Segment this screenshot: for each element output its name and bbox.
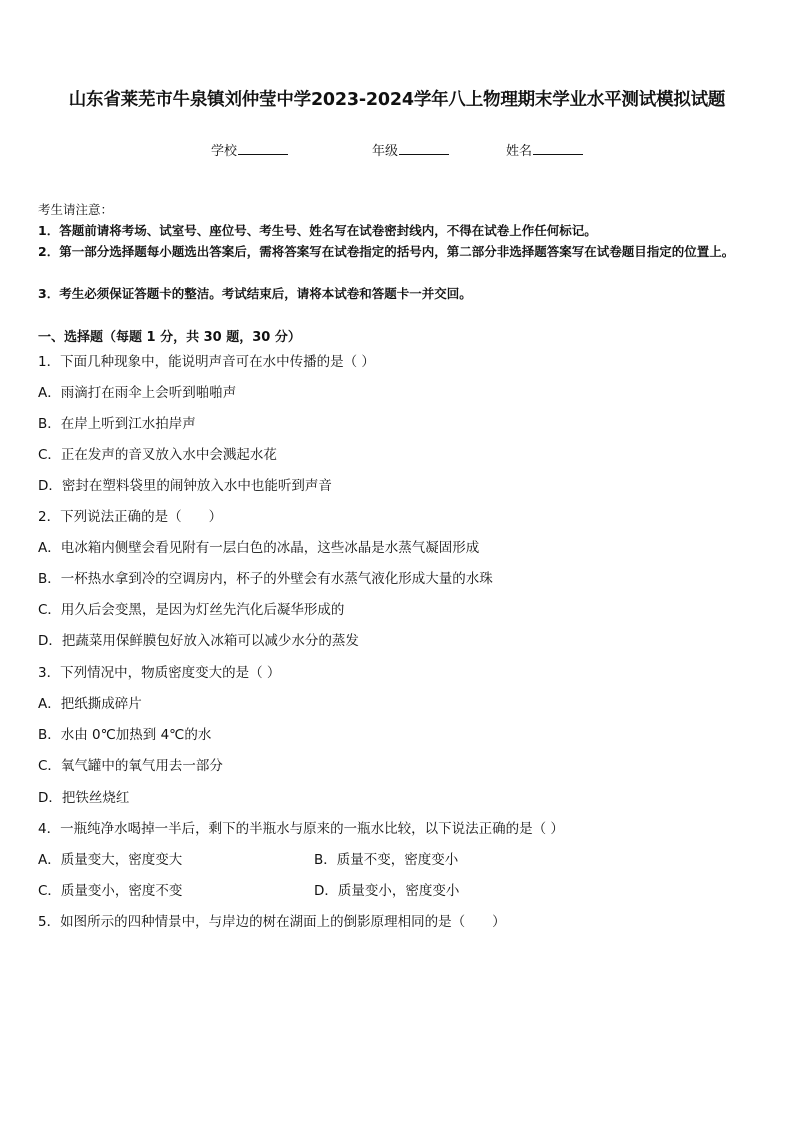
option-d: D．把蔬菜用保鲜膜包好放入冰箱可以减少水分的蒸发 xyxy=(38,633,359,649)
option-b: B．质量不变，密度变小 xyxy=(314,852,459,868)
name-field xyxy=(506,140,583,159)
notice-item-2: 2．第一部分选择题每小题选出答案后，需将答案写在试卷指定的括号内，第二部分非选择题答案写在试卷题目指定的位置上。 xyxy=(38,244,735,259)
option-a: A．雨滴打在雨伞上会听到啪啪声 xyxy=(38,385,237,401)
question-stem: 4．一瓶纯净水喝掉一半后，剩下的半瓶水与原来的一瓶水比较，以下说法正确的是（ ） xyxy=(38,821,564,837)
notice-item-3: 3．考生必须保证答题卡的整洁。考试结束后，请将本试卷和答题卡一并交回。 xyxy=(38,286,472,301)
question-stem: 5．如图所示的四种情景中，与岸边的树在湖面上的倒影原理相同的是（ ） xyxy=(38,914,506,930)
grade-field xyxy=(372,140,449,159)
option-d: D．把铁丝烧红 xyxy=(38,790,130,806)
option-c: C．正在发声的音叉放入水中会溅起水花 xyxy=(38,447,277,463)
notice-item-1: 1．答题前请将考场、试室号、座位号、考生号、姓名写在试卷密封线内，不得在试卷上作任何标记。 xyxy=(38,223,597,238)
name-blank xyxy=(533,142,583,155)
grade-blank xyxy=(399,142,449,155)
question-stem: 3．下列情况中，物质密度变大的是（ ） xyxy=(38,665,281,681)
option-c: C．质量变小，密度不变 xyxy=(38,883,183,899)
option-a: A．把纸撕成碎片 xyxy=(38,696,142,712)
school-label: 学校 xyxy=(211,144,238,159)
option-a: A．电冰箱内侧壁会看见附有一层白色的冰晶，这些冰晶是水蒸气凝固形成 xyxy=(38,540,480,556)
option-b: B．一杯热水拿到冷的空调房内，杯子的外壁会有水蒸气液化形成大量的水珠 xyxy=(38,571,493,587)
grade-label: 年级 xyxy=(372,144,399,159)
section-title: 一、选择题（每题 1 分，共 30 题，30 分） xyxy=(38,330,301,345)
option-d: D．质量变小，密度变小 xyxy=(314,883,460,899)
notice-heading: 考生请注意： xyxy=(38,202,114,217)
school-blank xyxy=(238,142,288,155)
question-stem: 1．下面几种现象中，能说明声音可在水中传播的是（ ） xyxy=(38,354,375,370)
option-b: B．在岸上听到江水拍岸声 xyxy=(38,416,196,432)
school-field xyxy=(211,140,288,159)
exam-title: 山东省莱芜市牛泉镇刘仲莹中学2023-2024学年八上物理期末学业水平测试模拟试题 xyxy=(68,90,726,110)
option-b: B．水由 0℃加热到 4℃的水 xyxy=(38,727,212,743)
option-c: C．氧气罐中的氧气用去一部分 xyxy=(38,758,223,774)
option-d: D．密封在塑料袋里的闹钟放入水中也能听到声音 xyxy=(38,478,332,494)
question-stem: 2．下列说法正确的是（ ） xyxy=(38,509,223,525)
name-label: 姓名 xyxy=(506,144,533,159)
option-c: C．用久后会变黑，是因为灯丝先汽化后凝华形成的 xyxy=(38,602,345,618)
option-a: A．质量变大，密度变大 xyxy=(38,852,183,868)
